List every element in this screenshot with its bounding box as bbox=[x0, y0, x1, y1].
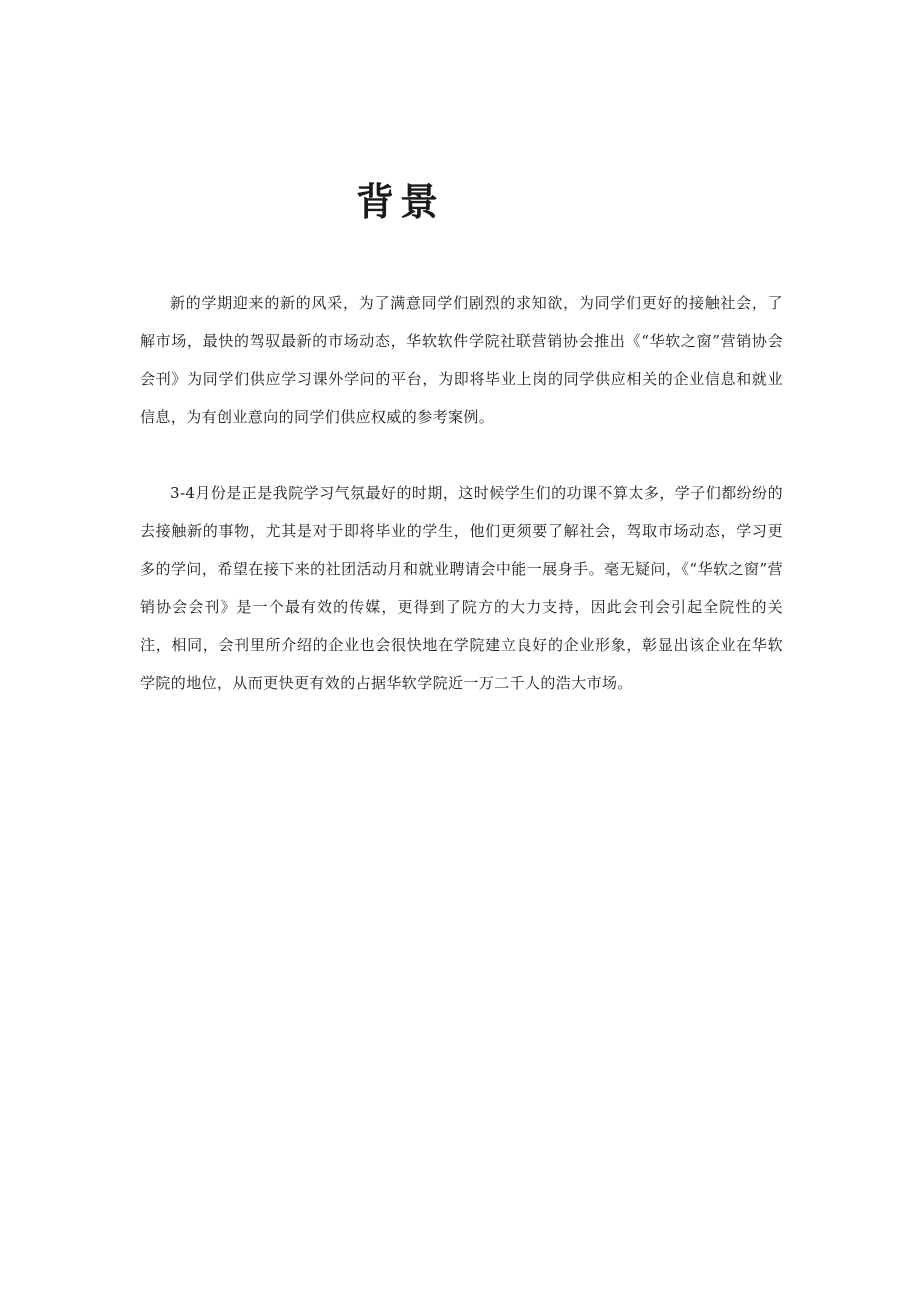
body-text bbox=[140, 284, 783, 702]
paragraph-1: 新的学期迎来的新的风采，为了满意同学们剧烈的求知欲，为同学们更好的接触社会，了解市场，最快的驾驭最新的市场动态，华软软件学院社联营销协会推出《“华软之窗”营销协会会刊》为同学们供应学习课外学问的平台，为即将毕业上岗的同学供应相关的企业信息和就业信息，为有创业意向的同学们供应权威的参考案例。 bbox=[140, 294, 783, 426]
paragraph-2: 3-4月份是正是我院学习气氛最好的时期，这时候学生们的功课不算太多，学子们都纷纷的去接触新的事物，尤其是对于即将毕业的学生，他们更须要了解社会，驾取市场动态，学习更多的学问，希望在接下来的社团活动月和就业聘请会中能一展身手。毫无疑问，《“华软之窗”营销协会会刊》是一个最有效的传媒，更得到了院方的大力支持，因此会刊会引起全院性的关注，相同，会刊里所介绍的企业也会很快地在学院建立良好的企业形象，彰显出该企业在华软学院的地位，从而更快更有效的占据华软学院近一万二千人的浩大市场。 bbox=[140, 484, 783, 692]
page-title: 背景 bbox=[355, 179, 444, 224]
